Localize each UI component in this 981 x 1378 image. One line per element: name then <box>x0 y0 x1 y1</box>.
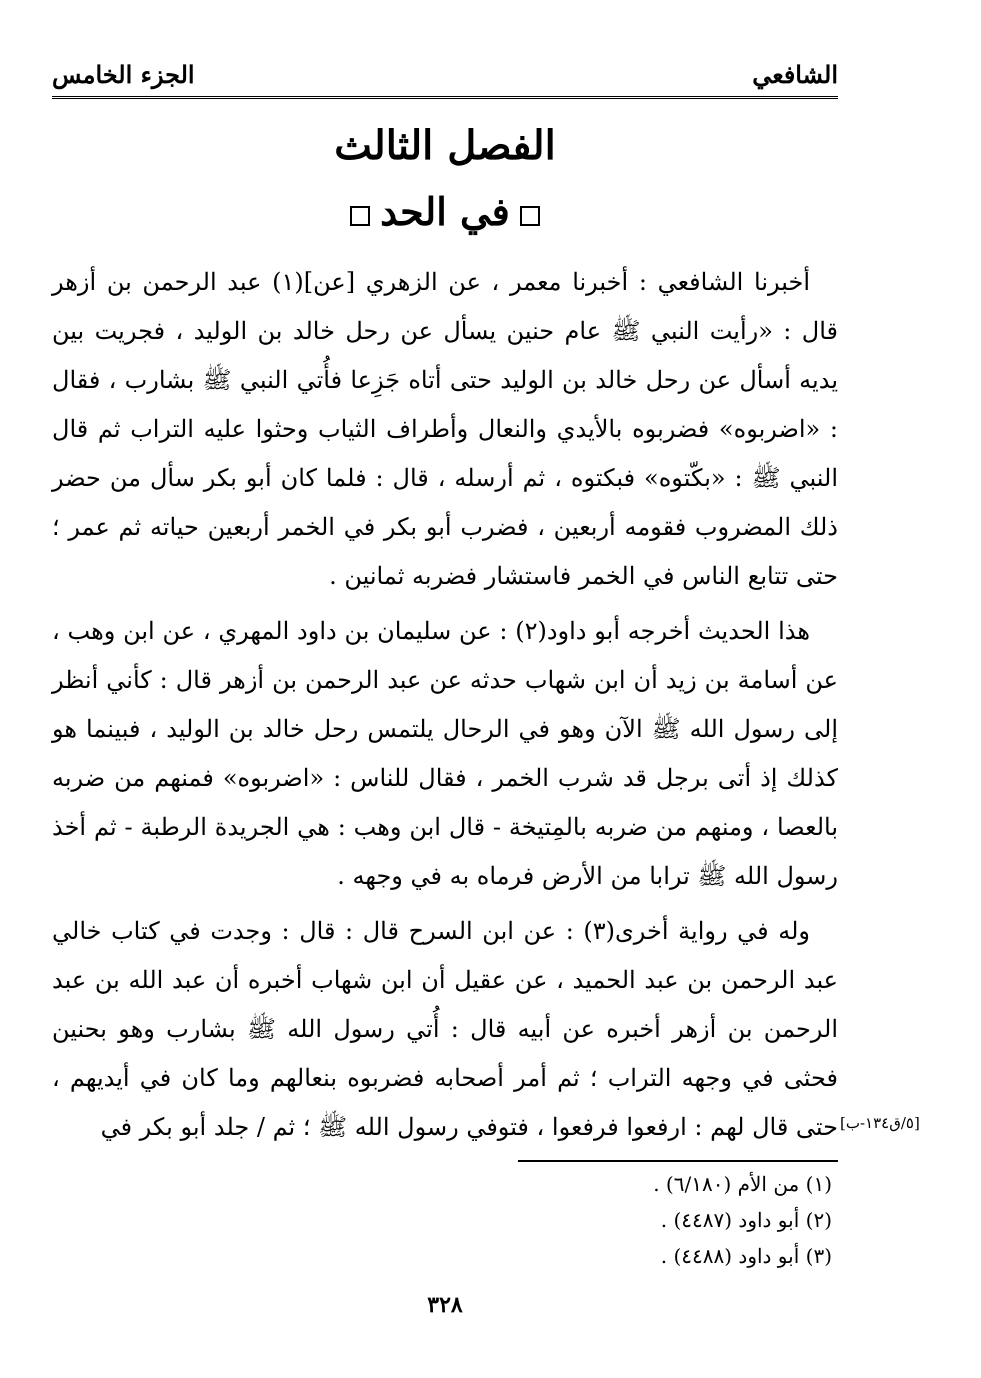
footnote: (٢) أبو داود (٤٤٨٧) . <box>660 1208 832 1232</box>
manuscript-folio-note: [٥/ق١٣٤-ب] <box>840 1114 920 1132</box>
footnote: (٣) أبو داود (٤٤٨٨) . <box>660 1244 832 1268</box>
square-ornament-icon <box>520 206 540 226</box>
header-book-title: الشافعي <box>752 59 838 89</box>
square-ornament-icon <box>350 206 370 226</box>
paragraph: أخبرنا الشافعي : أخبرنا معمر ، عن الزهري [عن](١) عبد الرحمن بن أزهر قال : «رأيت النبي ﷺ عام حنين يسأل عن رحل خالد بن الوليد ، فجريت بين يديه أسأل عن رحل خالد بن الوليد حتى أتاه جَزِعا فأُتي النبي ﷺ بشارب ، فقال : «اضربوه» فضربوه بالأيدي والنعال وأطراف الثياب وحثوا عليه التراب ثم قال النبي ﷺ : «بكّتوه» فبكتوه ، ثم أرسله ، قال : فلما كان أبو بكر سأل من حضر ذلك المضروب فقومه أربعين ، فضرب أبو بكر في الخمر أربعين حياته ثم عمر ؛ حتى تتابع الناس في الخمر فاستشار فضربه ثمانين . <box>52 268 838 590</box>
section-title: في الحد <box>380 189 510 234</box>
body-text <box>52 258 838 1158</box>
paragraph: هذا الحديث أخرجه أبو داود(٢) : عن سليمان بن داود المهري ، عن ابن وهب ، عن أسامة بن زيد أن ابن شهاب حدثه عن عبد الرحمن بن أزهر قال : كأني أنظر إلى رسول الله ﷺ الآن وهو في الرحال يلتمس رحل خالد بن الوليد ، فبينما هو كذلك إذ أتى برجل قد شرب الخمر ، فقال للناس : «اضربوه» فمنهم من ضربه بالعصا ، ومنهم من ضربه بالمِتيخة - قال ابن وهب : هي الجريدة الرطبة - ثم أخذ رسول الله ﷺ ترابا من الأرض فرماه به في وجهه . <box>52 617 838 890</box>
section-title-wrapper <box>52 186 838 238</box>
header-volume: الجزء الخامس <box>52 59 195 89</box>
footnotes <box>52 1166 838 1274</box>
running-header <box>52 52 838 99</box>
chapter-title: الفصل الثالث <box>334 122 556 169</box>
paragraph: وله في رواية أخرى(٣) : عن ابن السرح قال : قال : وجدت في كتاب خالي عبد الرحمن بن عبد الحميد ، عن عقيل أن ابن شهاب أخبره أن عبد الله بن عبد الرحمن بن أزهر أخبره عن أبيه قال : أُتي رسول الله ﷺ بشارب وهو بحنين فحثى في وجهه التراب ؛ ثم أمر أصحابه فضربوه بنعالهم وما كان في أيديهم ، حتى قال لهم : ارفعوا فرفعوا ، فتوفي رسول الله ﷺ ؛ ثم / جلد أبو بكر في <box>52 917 838 1141</box>
footnote: (١) من الأم (٦/١٨٠) . <box>653 1172 832 1196</box>
footnote-divider <box>518 1160 838 1162</box>
page-number: ٣٢٨ <box>427 1292 463 1318</box>
